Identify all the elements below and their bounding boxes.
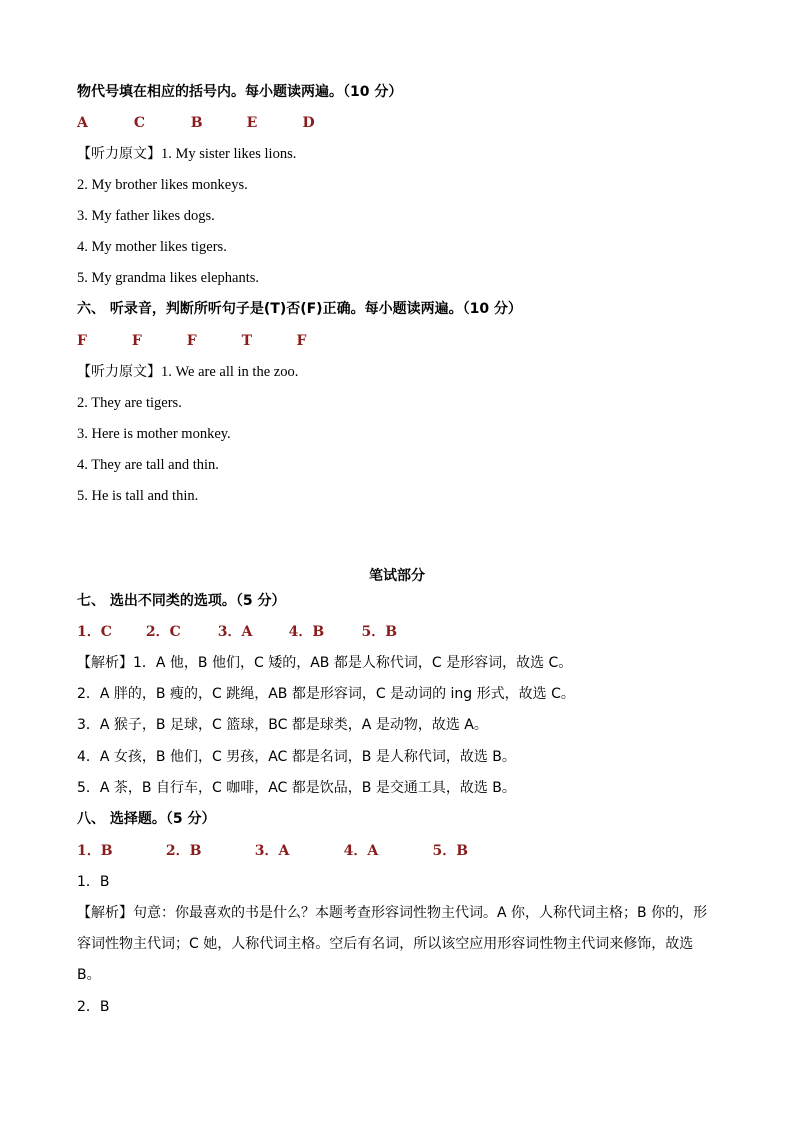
analysis-text: 句意：你最喜欢的书是什么？本题考查形容词性物主代词。A 你，人称代词主格；B 你的，形容词性物主代词；C 她，人称代词主格。空后有名词，所以该空应用形容词性物主代词来修饰，故选 B。 [77,905,708,983]
section5-transcript-line-1 [77,144,296,164]
answer-2: 2．C [145,624,181,640]
answer-5: 5．B [432,843,469,859]
written-part-title: 笔试部分 [369,568,425,584]
transcript-text: 1. My sister likes lions. [161,146,297,162]
section8-q1-label: 1．B [77,874,110,890]
section6-transcript-line-5: 5. He is tall and thin. [77,488,199,504]
answer-1: 1．C [77,624,112,640]
analysis-text: 1．A 他，B 他们，C 矮的，AB 都是人称代词，C 是形容词，故选 C。 [133,655,573,671]
answer-5: D [302,115,315,131]
analysis-label: 【解析】 [77,655,133,671]
analysis-label: 【解析】 [77,905,133,921]
answer-4: 4．B [288,624,325,640]
answer-4: E [246,115,258,131]
transcript-text: 1. We are all in the zoo. [161,364,299,380]
section5-transcript-line-3: 3. My father likes dogs. [77,208,215,224]
answer-5: F [296,333,307,349]
section5-answers [77,113,315,133]
answer-4: T [241,333,253,349]
section6-header: 六、 听录音，判断所听句子是(T)否(F)正确。每小题读两遍。（10 分） [77,301,522,317]
section8-q2-label: 2．B [77,999,110,1015]
section6-transcript-line-4: 4. They are tall and thin. [77,457,219,473]
answer-2: 2．B [165,843,202,859]
section7-header: 七、 选出不同类的选项。（5 分） [77,593,286,609]
answer-3: F [186,333,197,349]
section8-answers [77,841,468,861]
section7-analysis-line-2: 2．A 胖的，B 瘦的，C 跳绳，AB 都是形容词，C 是动词的 ing 形式，故选 C。 [77,686,575,702]
section5-header: 物代号填在相应的括号内。每小题读两遍。（10 分） [77,84,403,100]
answer-3: 3．A [217,624,253,640]
answer-1: F [77,333,87,349]
section6-transcript-line-3: 3. Here is mother monkey. [77,426,231,442]
answer-4: 4．A [343,843,379,859]
section5-transcript-line-5: 5. My grandma likes elephants. [77,270,260,286]
section5-transcript-line-2: 2. My brother likes monkeys. [77,177,248,193]
section8-q1-analysis [77,898,717,991]
answer-1: 1．B [77,843,113,859]
answer-3: 3．A [254,843,290,859]
section7-analysis-line-3: 3．A 猴子，B 足球，C 篮球，BC 都是球类，A 是动物，故选 A。 [77,717,488,733]
section7-analysis-line-1 [77,653,572,673]
section6-answers [77,331,306,351]
answer-3: B [190,115,203,131]
transcript-label: 【听力原文】 [77,364,161,380]
transcript-label: 【听力原文】 [77,146,161,162]
answer-5: 5．B [361,624,398,640]
section8-header: 八、 选择题。（5 分） [77,811,216,827]
section7-analysis-line-5: 5．A 茶，B 自行车，C 咖啡，AC 都是饮品，B 是交通工具，故选 B。 [77,780,516,796]
section6-transcript-line-2: 2. They are tigers. [77,395,182,411]
section6-transcript-line-1 [77,362,298,382]
section5-transcript-line-4: 4. My mother likes tigers. [77,239,227,255]
answer-2: F [131,333,142,349]
section7-analysis-line-4: 4．A 女孩，B 他们，C 男孩，AC 都是名词，B 是人称代词，故选 B。 [77,749,516,765]
answer-1: A [77,115,88,131]
answer-2: C [133,115,146,131]
section7-answers [77,622,397,642]
